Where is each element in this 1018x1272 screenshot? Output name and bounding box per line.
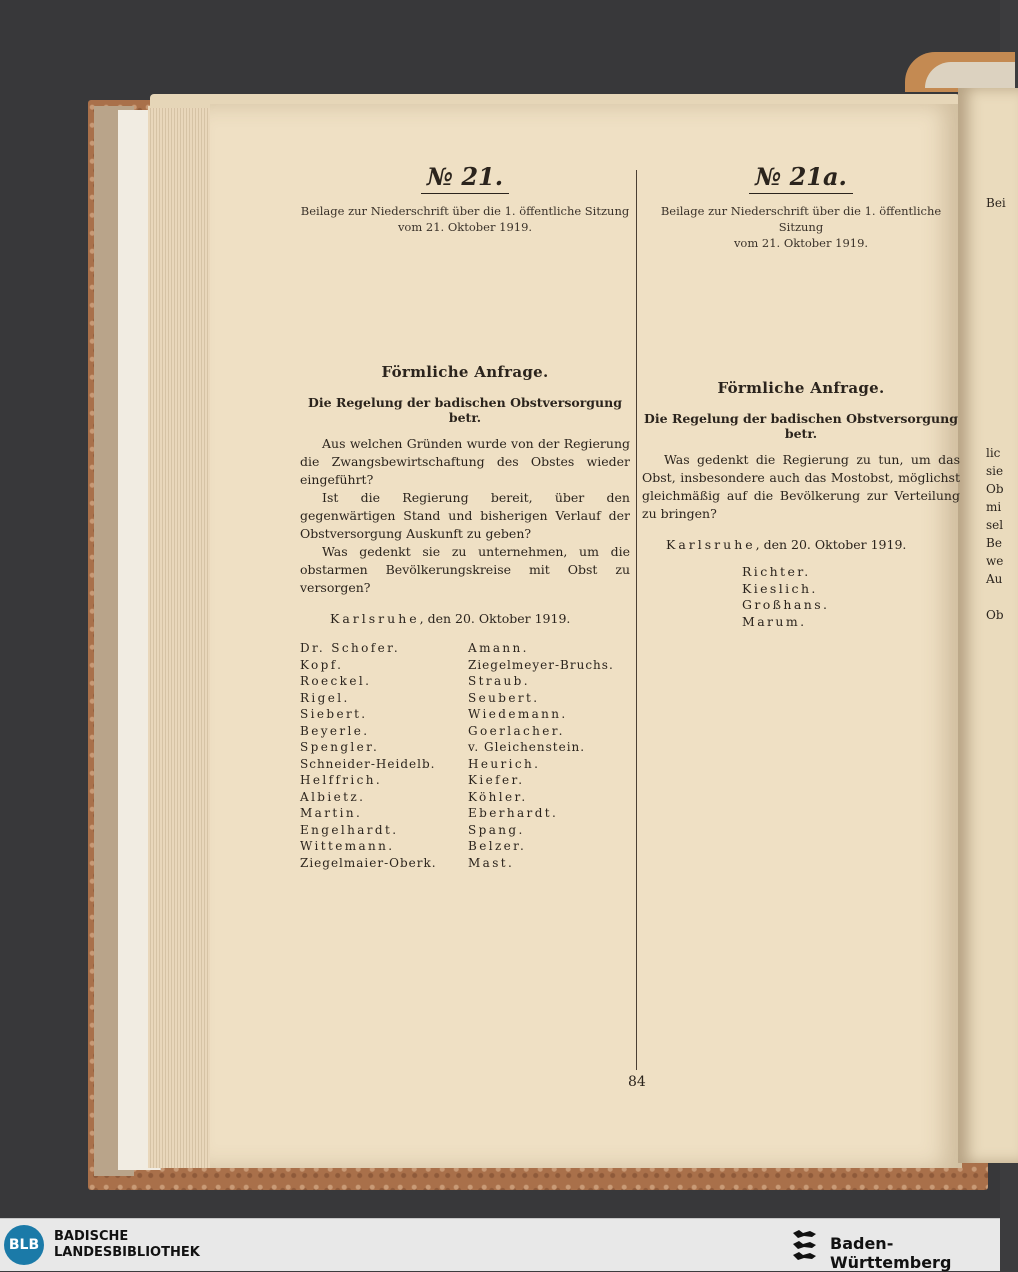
- paragraph: Was gedenkt die Regierung zu tun, um das Obst, insbesondere auch das Mostobst, möglichst gleichmäßig auf die Bevölkerung zur Verteilung zu bringen?: [642, 452, 960, 521]
- signatory-list: [642, 564, 960, 630]
- paragraph: Aus welchen Gründen wurde von der Regierung die Zwangsbewirtschaftung des Obstes wieder eingeführt?: [300, 436, 630, 487]
- signatory: Richter.: [742, 564, 811, 579]
- signatory: Spengler.: [300, 740, 380, 754]
- signatory: Großhans.: [742, 597, 830, 612]
- signatory: Albietz.: [300, 789, 366, 804]
- signatory: Straub.: [468, 674, 530, 688]
- signatory: Martin.: [300, 806, 363, 820]
- signatory-list: [300, 640, 630, 871]
- edge-fragment: Bei: [986, 196, 1006, 210]
- signatory: Beyerle.: [300, 723, 370, 738]
- paragraph: Ist die Regierung bereit, über den gegenwärtigen Stand und bisherigen Verlauf der Obstversorgung Auskunft zu geben?: [300, 490, 630, 541]
- page-stack-top: [925, 62, 1015, 88]
- edge-fragment: lic: [986, 446, 1001, 460]
- document-subtitle: Beilage zur Niederschrift über die 1. öffentliche Sitzung vom 21. Oktober 1919.: [660, 204, 942, 250]
- edge-fragment: Au: [986, 572, 1003, 586]
- right-column: [642, 150, 960, 630]
- signatory: Marum.: [742, 613, 807, 629]
- signatory: Ziegelmaier-Oberk.: [300, 855, 437, 870]
- coat-of-arms-icon: [790, 1227, 820, 1263]
- signatory: Wiedemann.: [468, 707, 568, 721]
- edge-fragment: Be: [986, 536, 1002, 550]
- date-line: Karlsruhe, den 20. Oktober 1919.: [330, 611, 571, 626]
- edge-fragment: sel: [986, 518, 1004, 532]
- signatory: Goerlacher.: [468, 723, 565, 738]
- signatory-column-1: [300, 640, 468, 871]
- signatory: Roeckel.: [300, 674, 372, 688]
- signatory: Spang.: [468, 822, 525, 837]
- signatory: Heurich.: [468, 756, 541, 771]
- section-subheading: Die Regelung der badischen Obstversorgung betr.: [644, 411, 958, 441]
- signatory: Siebert.: [300, 707, 368, 721]
- edge-fragment: we: [986, 554, 1004, 568]
- inquiry-text: [300, 435, 630, 597]
- signatory: Engelhardt.: [300, 822, 399, 837]
- document-subtitle: Beilage zur Niederschrift über die 1. öffentliche Sitzung vom 21. Oktober 1919.: [300, 204, 630, 234]
- edge-fragment: mi: [986, 500, 1002, 514]
- page-number: 84: [628, 1074, 646, 1090]
- inquiry-text: [642, 451, 960, 523]
- column-divider: [636, 170, 637, 1070]
- facing-page-edge: [958, 88, 1018, 1163]
- signatory: Belzer.: [468, 839, 527, 853]
- section-subheading: Die Regelung der badischen Obstversorgung betr.: [308, 395, 622, 425]
- page-edges: [148, 106, 218, 1168]
- edge-fragment: Ob: [986, 482, 1004, 496]
- signatory: Kiefer.: [468, 773, 525, 787]
- signatory: Kopf.: [300, 657, 344, 672]
- signatory: Ziegelmeyer-Bruchs.: [468, 657, 614, 672]
- document-number: № 21a.: [749, 162, 853, 194]
- signatory: Köhler.: [468, 789, 528, 804]
- edge-fragment: sie: [986, 464, 1004, 478]
- edge-fragment: Ob: [986, 608, 1004, 622]
- library-name[interactable]: BADISCHE LANDESBIBLIOTHEK: [54, 1229, 200, 1260]
- signatory: Rigel.: [300, 690, 350, 705]
- left-column: [300, 150, 630, 871]
- signatory: Mast.: [468, 855, 515, 870]
- signatory: Amann.: [468, 641, 529, 655]
- signatory: Schneider-Heidelb.: [300, 756, 436, 771]
- signatory: Wittemann.: [300, 839, 395, 853]
- signatory: Helffrich.: [300, 773, 383, 787]
- date-line: Karlsruhe, den 20. Oktober 1919.: [666, 537, 907, 552]
- paragraph: Was gedenkt sie zu unternehmen, um die obstarmen Bevölkerungskreise mit Obst zu versorgen?: [300, 544, 630, 595]
- signatory: Eberhardt.: [468, 806, 559, 820]
- section-heading: Förmliche Anfrage.: [717, 379, 885, 397]
- signatory: Kieslich.: [742, 580, 818, 596]
- footer-bar: [0, 1218, 1000, 1271]
- signatory: v. Gleichenstein.: [468, 740, 586, 754]
- section-heading: Förmliche Anfrage.: [381, 363, 549, 381]
- signatory-column-2: [468, 640, 614, 871]
- signatory: Seubert.: [468, 690, 540, 705]
- blb-logo[interactable]: BLB: [4, 1225, 44, 1265]
- signatory: Dr. Schofer.: [300, 641, 401, 655]
- state-name[interactable]: Baden-Württemberg: [830, 1234, 952, 1272]
- document-number: № 21.: [421, 162, 509, 194]
